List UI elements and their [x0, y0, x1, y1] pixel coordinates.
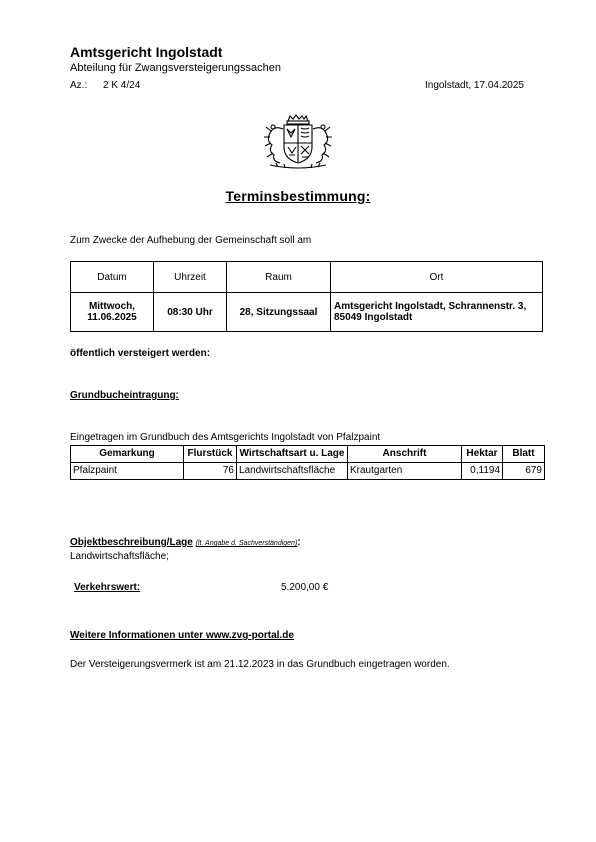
- file-number-label: Az.:: [70, 80, 88, 91]
- auction-text: öffentlich versteigert werden:: [70, 348, 211, 359]
- cell-anschrift: Krautgarten: [348, 463, 462, 480]
- registration-remark: Der Versteigerungsvermerk ist am 21.12.2023 in das Grundbuch eingetragen worden.: [70, 659, 450, 670]
- appointment-place: Amtsgericht Ingolstadt, Schrannenstr. 3, 85049 Ingolstadt: [331, 293, 543, 332]
- cell-hektar: 0,1194: [462, 463, 503, 480]
- page-title: Terminsbestimmung:: [225, 188, 371, 204]
- header-time: Uhrzeit: [154, 262, 227, 293]
- header-place: Ort: [331, 262, 543, 293]
- header-blatt: Blatt: [503, 446, 545, 463]
- object-description: Landwirtschaftsfläche;: [70, 551, 169, 562]
- land-register-heading: Grundbucheintragung:: [70, 390, 179, 401]
- appointment-weekday: Mittwoch,: [88, 301, 136, 312]
- table-row: [71, 463, 545, 480]
- department: Abteilung für Zwangsversteigerungssachen: [70, 62, 281, 74]
- more-info-link[interactable]: Weitere Informationen unter www.zvg-portal.de: [70, 630, 294, 641]
- header-anschrift: Anschrift: [348, 446, 462, 463]
- header-flurstueck: Flurstück: [184, 446, 237, 463]
- header-gemarkung: Gemarkung: [71, 446, 184, 463]
- intro-text: Zum Zwecke der Aufhebung der Gemeinschaft soll am: [70, 235, 312, 246]
- land-register-table: [70, 445, 545, 480]
- header-hektar: Hektar: [462, 446, 503, 463]
- header-date: Datum: [71, 262, 154, 293]
- cell-gemarkung: Pfalzpaint: [71, 463, 184, 480]
- cell-blatt: 679: [503, 463, 545, 480]
- object-heading-note: (lt. Angabe d. Sachverständigen): [195, 540, 298, 547]
- appointment-date: [71, 293, 154, 332]
- market-value: 5.200,00 €: [281, 582, 329, 593]
- cell-flurstueck: 76: [184, 463, 237, 480]
- object-heading: [70, 537, 301, 548]
- appointment-time: 08:30 Uhr: [154, 293, 227, 332]
- land-register-intro: Eingetragen im Grundbuch des Amtsgerichts Ingolstadt von Pfalzpaint: [70, 432, 381, 443]
- file-number: 2 K 4/24: [103, 80, 141, 91]
- court-name: Amtsgericht Ingolstadt: [70, 44, 223, 60]
- appointment-room: 28, Sitzungssaal: [227, 293, 331, 332]
- cell-wirtschaftsart: Landwirtschaftsfläche: [237, 463, 348, 480]
- header-wirtschaftsart: Wirtschaftsart u. Lage: [237, 446, 348, 463]
- market-value-label: Verkehrswert:: [74, 582, 141, 593]
- object-heading-colon: :: [297, 537, 301, 548]
- place-date: Ingolstadt, 17.04.2025: [425, 80, 524, 91]
- object-heading-label: Objektbeschreibung/Lage: [70, 537, 193, 548]
- header-room: Raum: [227, 262, 331, 293]
- appointment-day: 11.06.2025: [87, 312, 137, 323]
- bavarian-coat-of-arms-icon: [262, 113, 334, 171]
- appointment-table: [70, 261, 543, 332]
